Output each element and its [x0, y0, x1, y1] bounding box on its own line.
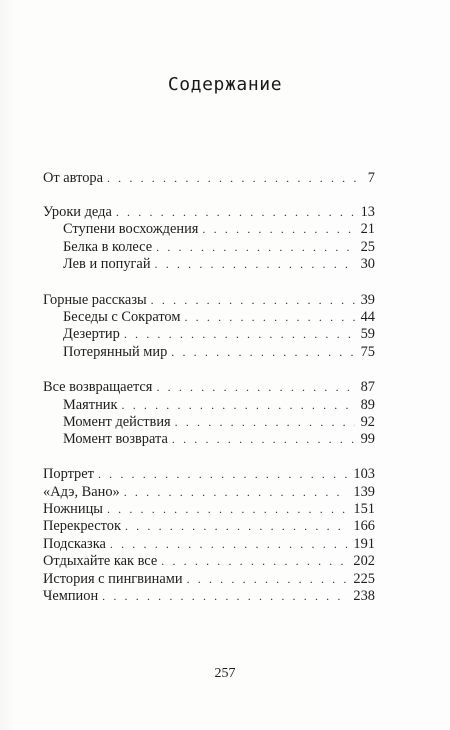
toc-entry-page: 99: [360, 431, 375, 447]
toc-entry-title: Лев и попугай: [63, 256, 151, 272]
toc-entry-title: Момент возврата: [63, 431, 168, 447]
dot-leader: [156, 377, 354, 397]
dot-leader: [172, 429, 355, 449]
toc-entry-title: Маятник: [63, 397, 118, 413]
dot-leader: [125, 516, 347, 536]
toc-entry-title: Чемпион: [43, 588, 99, 604]
dot-leader: [102, 586, 347, 606]
toc-subentry: [63, 324, 375, 344]
dot-leader: [98, 464, 347, 484]
toc-entry-title: Момент действия: [63, 414, 171, 430]
dot-leader: [107, 168, 362, 188]
toc-entry-page: 75: [360, 344, 375, 360]
toc-entry-title: Все возвращается: [43, 379, 153, 395]
dot-leader: [155, 254, 355, 274]
page-title: Содержание: [167, 74, 283, 95]
toc-entry-page: 30: [360, 256, 375, 272]
toc-entry-page: 139: [353, 484, 375, 500]
dot-leader: [202, 219, 354, 239]
toc-entry: [43, 516, 375, 536]
toc-entry-page: 166: [353, 518, 375, 534]
toc-entry-page: 25: [360, 239, 375, 255]
toc-entry-title: «Адэ, Вано»: [43, 484, 120, 500]
toc-entry-page: 13: [360, 204, 375, 220]
toc-entry-page: 39: [360, 292, 375, 308]
toc-entry-title: Белка в колесе: [63, 239, 153, 255]
toc-entry-title: От автора: [43, 170, 103, 186]
page-number: 257: [214, 666, 236, 681]
dot-leader: [161, 551, 347, 571]
toc-entry-title: Ступени восхождения: [63, 221, 199, 237]
toc-entry-page: 103: [353, 466, 375, 482]
toc-entry-page: 202: [353, 553, 375, 569]
toc-entry: [43, 377, 375, 397]
toc-entry-page: 92: [360, 414, 375, 430]
toc-entry: [43, 464, 375, 484]
toc-entry-page: 87: [360, 379, 375, 395]
dot-leader: [124, 324, 355, 344]
toc-entry-title: Потерянный мир: [63, 344, 168, 360]
toc-entry-page: 21: [360, 221, 375, 237]
toc-entry-title: Перекресток: [43, 518, 121, 534]
toc-entry: [43, 168, 375, 188]
toc-subentry: [63, 342, 375, 362]
dot-leader: [171, 342, 354, 362]
toc-entry-page: 151: [353, 501, 375, 517]
toc-entry: [43, 551, 375, 571]
toc-entry: [43, 586, 375, 606]
toc-entry-page: 238: [353, 588, 375, 604]
toc-entry-title: Отдыхайте как все: [43, 553, 158, 569]
toc-subentry: [63, 254, 375, 274]
toc-entry-title: Портрет: [43, 466, 94, 482]
toc-entry-title: Дезертир: [63, 326, 120, 342]
toc-entry-title: Горные рассказы: [43, 292, 147, 308]
toc-entry-title: Уроки деда: [43, 204, 112, 220]
toc-entry-page: 44: [360, 309, 375, 325]
toc-entry-title: Ножницы: [43, 501, 103, 517]
toc-entry-page: 59: [360, 326, 375, 342]
toc-entry-page: 7: [367, 170, 375, 186]
toc-entry-page: 89: [360, 397, 375, 413]
toc-entry-title: Беседы с Сократом: [63, 309, 181, 325]
toc-entry-page: 225: [353, 571, 375, 587]
toc-entry-title: Подсказка: [43, 536, 106, 552]
toc-entry-page: 191: [353, 536, 375, 552]
toc-subentry: [63, 429, 375, 449]
toc-entry-title: История с пингвинами: [43, 571, 183, 587]
toc-subentry: [63, 219, 375, 239]
